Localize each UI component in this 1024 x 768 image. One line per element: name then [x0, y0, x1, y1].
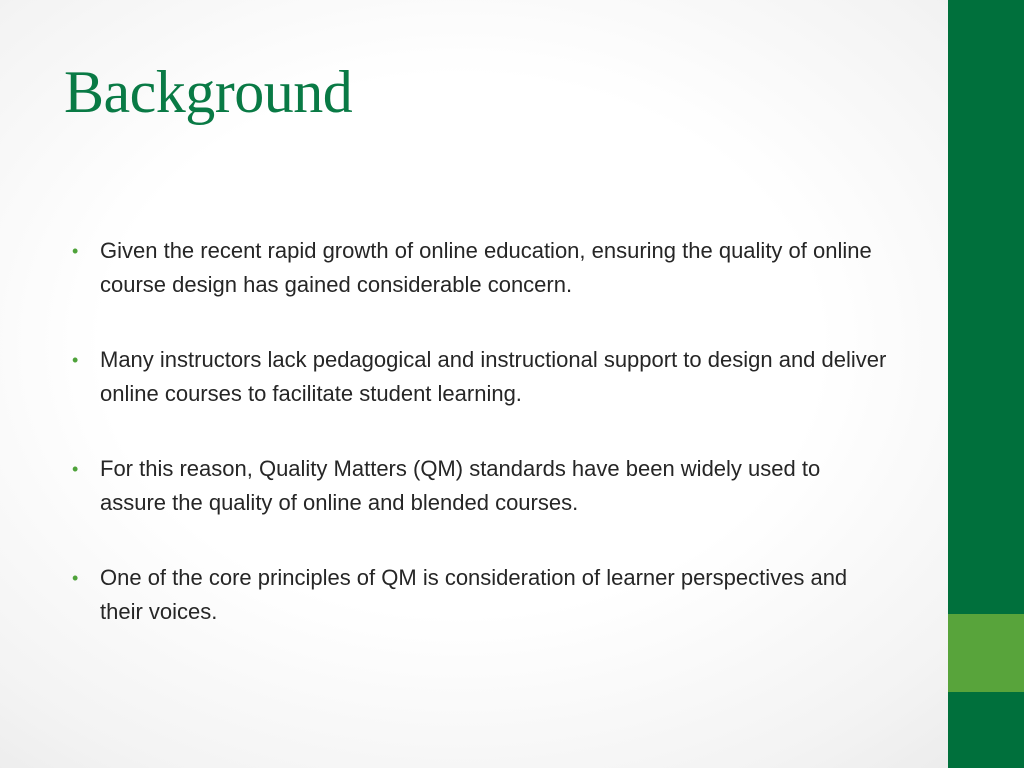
bullet-item — [72, 561, 892, 629]
bullet-marker-icon: • — [72, 568, 79, 588]
bullet-item — [72, 234, 892, 302]
bullet-list — [72, 234, 892, 670]
bullet-marker-icon: • — [72, 459, 79, 479]
bullet-text: Given the recent rapid growth of online education, ensuring the quality of online course design has gained considerable concern. — [100, 238, 872, 297]
bullet-text: Many instructors lack pedagogical and instructional support to design and deliver online courses to facilitate student learning. — [100, 347, 887, 406]
bullet-text: For this reason, Quality Matters (QM) standards have been widely used to assure the quality of online and blended courses. — [100, 456, 821, 515]
bullet-marker-icon: • — [72, 241, 79, 261]
sidebar-accent-bottom — [948, 692, 1024, 768]
sidebar-accent-middle — [948, 614, 1024, 692]
slide-title: Background — [64, 59, 353, 125]
sidebar-accent-top — [948, 0, 1024, 614]
bullet-item — [72, 343, 892, 411]
bullet-marker-icon: • — [72, 350, 79, 370]
bullet-text: One of the core principles of QM is consideration of learner perspectives and their voices. — [100, 565, 848, 624]
bullet-item — [72, 452, 892, 520]
